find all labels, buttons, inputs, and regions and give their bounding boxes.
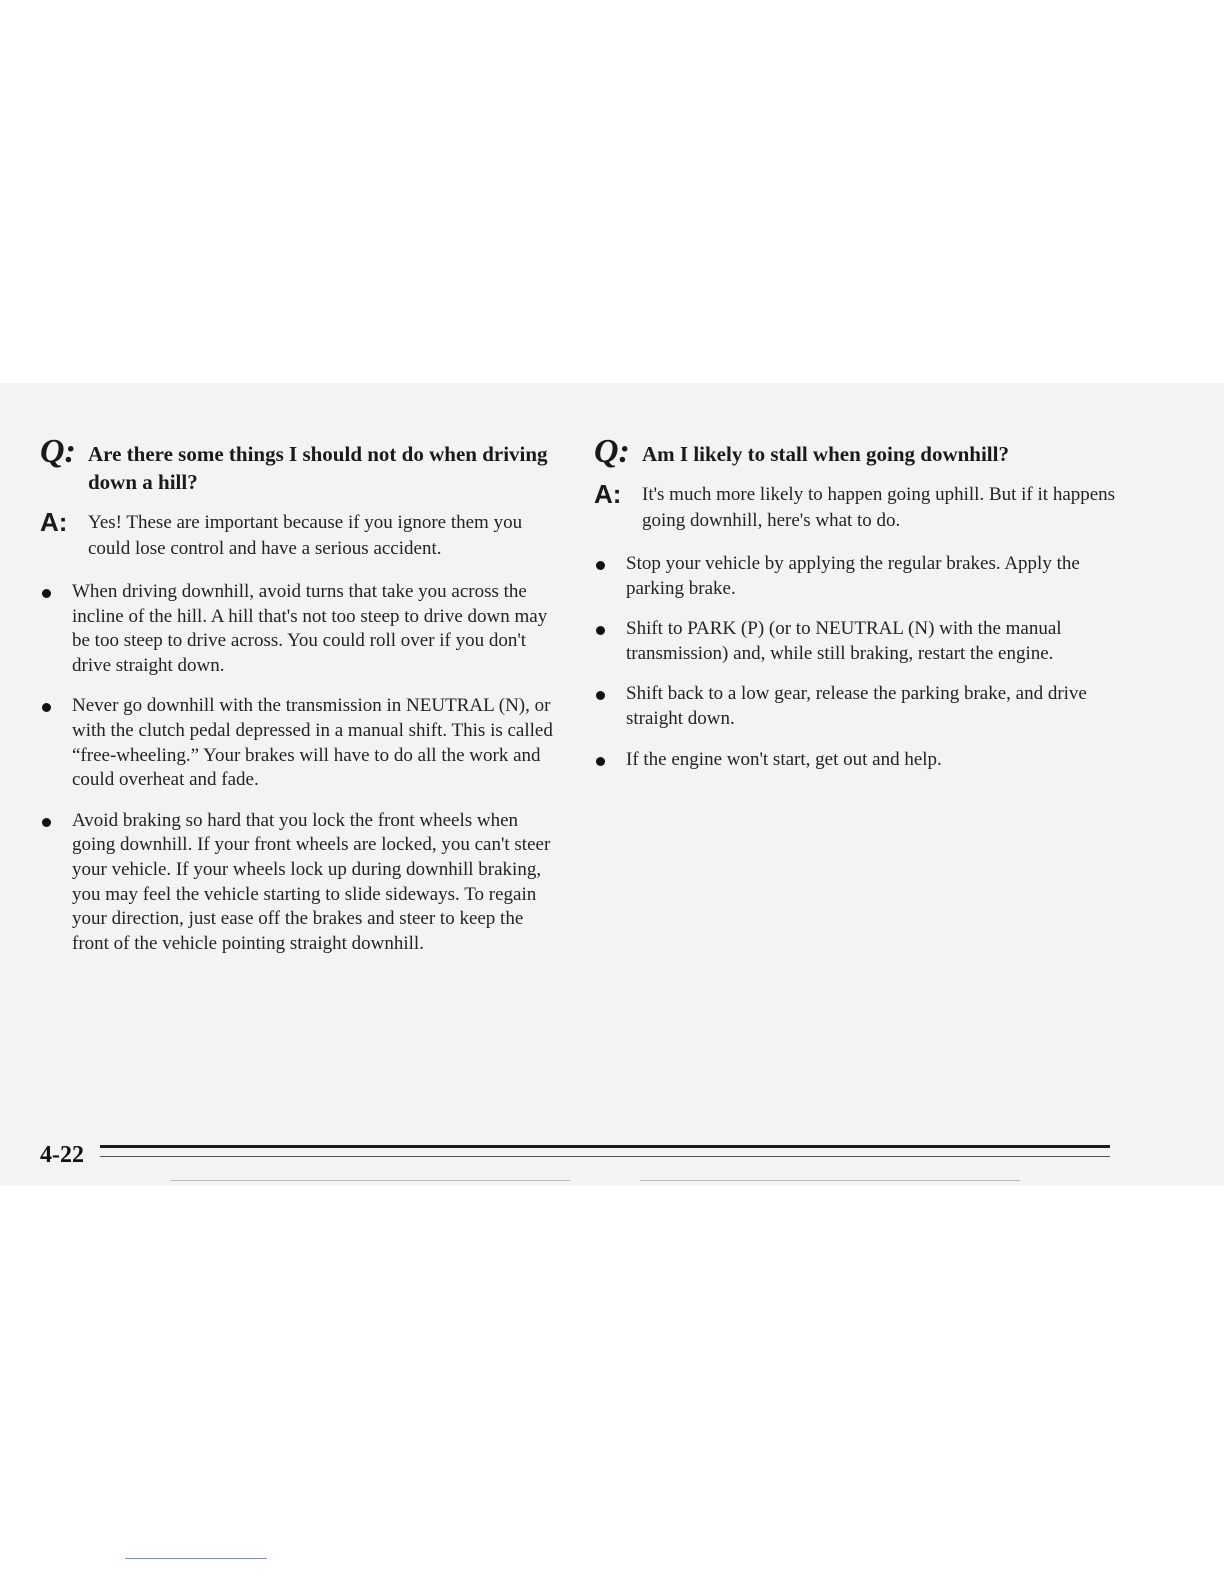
list-item-text: Shift to PARK (P) (or to NEUTRAL (N) with the manual transmission) and, while still braking, restart the engine.	[626, 618, 1062, 664]
left-column	[40, 433, 560, 972]
list-item-text: Stop your vehicle by applying the regular brakes. Apply the parking brake.	[626, 553, 1080, 599]
question-text: Are there some things I should not do when driving down a hill?	[88, 442, 548, 494]
footer-rule-faint-left	[170, 1180, 570, 1181]
bullet-icon	[42, 703, 51, 712]
question-marker: Q:	[40, 433, 76, 470]
list-item-text: Never go downhill with the transmission in NEUTRAL (N), or with the clutch pedal depressed in a manual shift. This is called “free-wheeling.” Your brakes will have to do all the work and could overheat and fade.	[72, 695, 553, 791]
list-item	[594, 552, 1124, 601]
footer-rule	[100, 1145, 1110, 1148]
list-item	[40, 694, 560, 792]
footer-rule-faint-right	[640, 1180, 1020, 1181]
answer-marker: A:	[40, 507, 68, 537]
question-text: Am I likely to stall when going downhill?	[642, 442, 1009, 466]
list-item	[40, 580, 560, 678]
list-item-text: Shift back to a low gear, release the parking brake, and drive straight down.	[626, 683, 1087, 729]
answer-text: It's much more likely to happen going uphill. But if it happens going downhill, here's what to do.	[642, 484, 1116, 531]
bullet-icon	[596, 691, 605, 700]
bullet-icon	[42, 589, 51, 598]
list-item	[594, 748, 1124, 773]
list-item-text: Avoid braking so hard that you lock the front wheels when going downhill. If your front wheels are locked, you can't steer your vehicle. If your wheels lock up during downhill braking, you may feel the vehicle starting to slide sideways. To regain your direction, just ease off the brakes and steer to keep the front of the vehicle pointing straight downhill.	[72, 809, 551, 954]
footer-rule-thin	[100, 1156, 1110, 1157]
bullet-icon	[596, 626, 605, 635]
answer-marker: A:	[594, 479, 622, 509]
list-item	[40, 809, 560, 957]
question-marker: Q:	[594, 433, 630, 470]
list-item	[594, 682, 1124, 731]
link-underline	[125, 1558, 267, 1559]
question-block	[40, 433, 560, 496]
list-item-text: If the engine won't start, get out and help.	[626, 748, 942, 770]
right-column	[594, 433, 1124, 788]
list-item	[594, 617, 1124, 666]
question-block	[594, 433, 1124, 470]
bullet-list	[40, 580, 560, 956]
bullet-icon	[596, 561, 605, 570]
page-number: 4-22	[40, 1142, 84, 1168]
bullet-icon	[596, 757, 605, 766]
answer-text: Yes! These are important because if you ignore them you could lose control and have a serious accident.	[88, 512, 523, 559]
answer-block	[594, 479, 1124, 534]
list-item-text: When driving downhill, avoid turns that take you across the incline of the hill. A hill that's not too steep to drive down may be too steep to drive across. You could roll over if you don't drive straight down.	[72, 581, 548, 676]
answer-block	[40, 507, 560, 562]
bullet-icon	[42, 818, 51, 827]
bullet-list	[594, 552, 1124, 772]
